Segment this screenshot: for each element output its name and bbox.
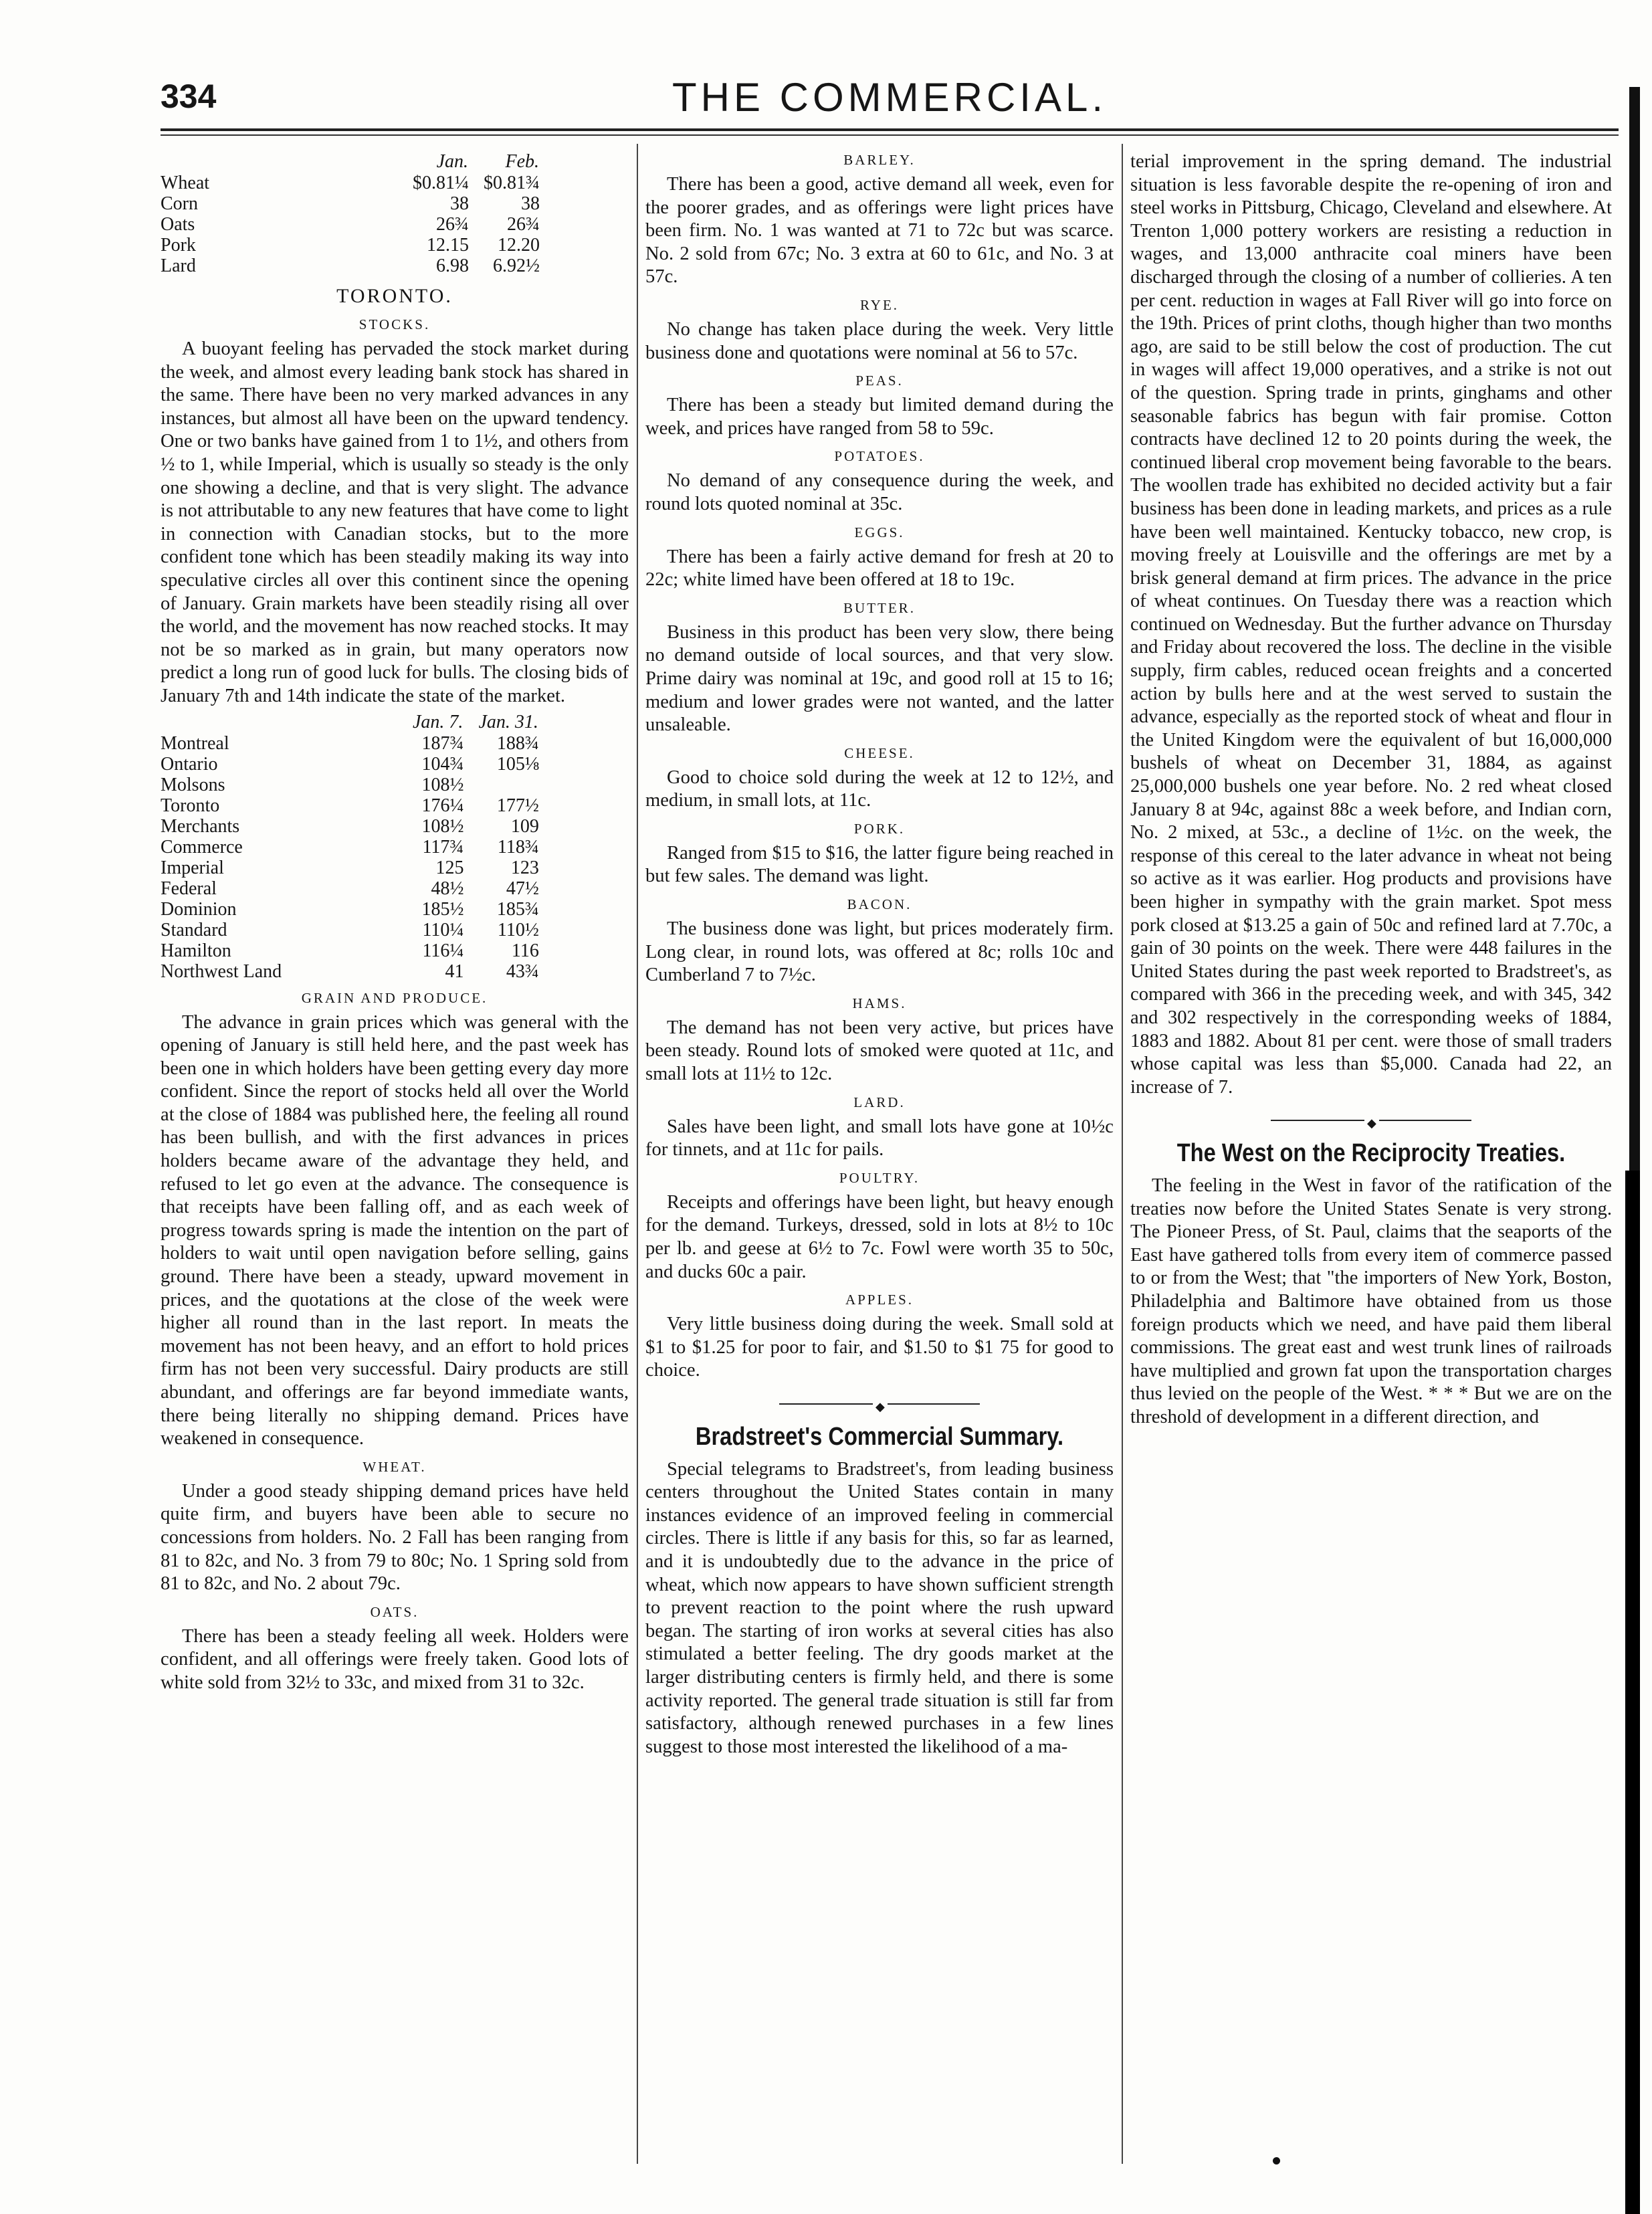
- grain-price-row: [161, 193, 540, 214]
- grain-table-header: Feb.: [505, 151, 539, 172]
- stock-row: [161, 961, 539, 982]
- market-section-paragraph: There has been a steady but limited demand during the week, and prices have ranged from 58 to 59c.: [645, 395, 1114, 439]
- market-section-heading: PEAS.: [855, 373, 904, 389]
- stocks-table-header: Jan. 31.: [478, 711, 538, 732]
- grain-price-row: [161, 214, 540, 235]
- stock-value: 43¾: [506, 961, 539, 982]
- west-reciprocity-heading: The West on the Reciprocity Treaties.: [1176, 1138, 1566, 1167]
- toronto-heading: TORONTO.: [336, 285, 453, 307]
- market-section-paragraph: The business done was light, but prices moderately firm. Long clear, in round lots, was offered at 8c; rolls 10c and Cumberland 7 to 7½c.: [645, 918, 1114, 986]
- stock-name: Dominion: [161, 898, 237, 920]
- column-divider: [637, 144, 638, 2164]
- stock-value: 47½: [506, 878, 539, 899]
- market-section-heading: LARD.: [853, 1094, 906, 1110]
- stock-value: 48½: [431, 878, 464, 899]
- stock-row: [161, 878, 539, 899]
- market-section-heading: APPLES.: [845, 1292, 914, 1308]
- stock-value: 104¾: [421, 753, 464, 775]
- stock-name: Ontario: [161, 753, 218, 775]
- bradstreet-heading: Bradstreet's Commercial Summary.: [695, 1422, 1064, 1451]
- market-section-paragraph: Ranged from $15 to $16, the latter figure being reached in but few sales. The demand was light.: [645, 842, 1114, 887]
- stock-name: Standard: [161, 919, 227, 940]
- stock-value: 123: [510, 857, 539, 878]
- stock-name: Hamilton: [161, 940, 231, 961]
- market-section-paragraph: Very little business doing during the week. Small sold at $1 to $1.25 for poor to fair, and $1.50 to $1 75 for good to choice.: [645, 1314, 1114, 1381]
- stock-value: 105⅛: [496, 753, 539, 775]
- stock-name: Toronto: [161, 795, 220, 816]
- stock-value: 108½: [421, 774, 464, 795]
- market-section-heading: HAMS.: [852, 995, 907, 1011]
- market-section-paragraph: The demand has not been very active, but prices have been steady. Round lots of smoked were quoted at 11c, and small lots at 11½ to 12c.: [645, 1017, 1114, 1085]
- stock-name: Imperial: [161, 857, 224, 878]
- market-section-paragraph: No change has taken place during the week. Very little business done and quotations were nominal at 56 to 57c.: [645, 318, 1114, 363]
- stock-name: Molsons: [161, 774, 225, 795]
- page-number: 334: [161, 78, 217, 115]
- grain-table-header: Jan.: [436, 151, 468, 172]
- market-section-paragraph: Receipts and offerings have been light, but heavy enough for the demand. Turkeys, dressed, sold in lots at 8½ to 10c per lb. and geese at 6½ to 7c. Fowl were worth 35 to 50c, and ducks 60c a pair.: [645, 1191, 1114, 1282]
- grain-price-value: 6.98: [436, 256, 469, 276]
- stock-row: [161, 816, 539, 837]
- market-section-heading: POTATOES.: [834, 448, 925, 465]
- column-3: [1130, 150, 1612, 2164]
- page-header: [161, 70, 1619, 124]
- grain-price-value: $0.81¼: [413, 173, 469, 193]
- stocks-table: [161, 711, 539, 982]
- stock-name: Federal: [161, 878, 217, 899]
- stock-row: [161, 795, 539, 816]
- stock-value: 110½: [497, 919, 539, 940]
- stock-row: [161, 858, 539, 878]
- grain-price-value: 38: [450, 193, 469, 214]
- wheat-heading: WHEAT.: [363, 1458, 427, 1475]
- grain-price-row: [161, 235, 540, 256]
- grain-price-value: 26¾: [436, 214, 469, 235]
- stock-value: 110¼: [422, 919, 464, 940]
- header-rule: [161, 128, 1619, 131]
- stock-row: [161, 920, 539, 940]
- wheat-paragraph: Under a good steady shipping demand prices have held quite firm, and buyers have been able to secure no concessions from holders. No. 2 Fall has been ranging from 81 to 82c, and No. 3 from 79 to 80c; No. 1 Spring sold from 81 to 82c, and No. 2 about 79c.: [161, 1480, 629, 1595]
- market-section-heading: POULTRY.: [839, 1169, 920, 1186]
- market-section-paragraph: Good to choice sold during the week at 12 to 12½, and medium, in small lots, at 11c.: [645, 767, 1114, 811]
- market-section-paragraph: There has been a good, active demand all week, even for the poorer grades, and as offerings were light prices have been firm. No. 1 was wanted at 71 to 72c but was scarce. No. 2 sold from 67c; No. 3 extra at 60 to 61c, and No. 3 at 57c.: [645, 174, 1114, 288]
- section-separator: [1130, 1104, 1612, 1128]
- stock-value: 176¼: [421, 795, 464, 816]
- stock-value: [463, 775, 538, 795]
- grain-price-value: $0.81¾: [484, 173, 540, 193]
- market-section-heading: BACON.: [847, 896, 912, 913]
- stock-row: [161, 899, 539, 920]
- column-divider: [1122, 144, 1123, 2164]
- stock-name: Commerce: [161, 836, 243, 858]
- stock-name: Northwest Land: [161, 961, 282, 982]
- grain-price-name: Oats: [161, 214, 195, 235]
- ink-dot: [1273, 2157, 1280, 2165]
- grain-price-value: 26¾: [507, 214, 540, 235]
- stock-row: [161, 733, 539, 754]
- grain-price-name: Wheat: [161, 173, 210, 193]
- stock-name: Merchants: [161, 815, 240, 837]
- market-section-heading: PORK.: [853, 820, 906, 837]
- market-section-paragraph: There has been a fairly active demand for fresh at 20 to 22c; white limed have been offered at 18 to 19c.: [645, 546, 1114, 591]
- section-separator: [645, 1388, 1114, 1411]
- grain-price-value: 6.92½: [493, 256, 540, 276]
- stock-row: [161, 754, 539, 775]
- grain-price-value: 12.20: [498, 235, 540, 256]
- market-section-paragraph: No demand of any consequence during the week, and round lots quoted nominal at 35c.: [645, 470, 1114, 514]
- market-section-heading: EGGS.: [854, 524, 905, 540]
- stock-value: 116: [511, 940, 539, 961]
- stock-value: 188¾: [496, 732, 539, 754]
- west-reciprocity-paragraph: The feeling in the West in favor of the ratification of the treaties now before the United States Senate is very strong. The Pioneer Press, of St. Paul, claims that the seaports of the East have gathered tolls from every item of commerce passed to or from the West; that "the importers of New York, Boston, Philadelphia and Baltimore have obtained from us those foreign products which we need, and have paid them liberal commissions. The great east and west trunk lines of railroads have multiplied and grown fat upon the transportation charges thus levied on the people of the West. * * * But we are on the threshold of development in a different direction, and: [1130, 1175, 1612, 1427]
- stocks-paragraph: A buoyant feeling has pervaded the stock market during the week, and almost every leading bank stock has shared in the same. There have been no very marked advances in any instances, but almost all have been on the upward tendency. One or two banks have gained from 1 to 1½, and others from ½ to 1, while Imperial, which is usually so steady is the only one showing a decline, and that is very slight. The advance is not attributable to any new features that have come to light in connection with Canadian stocks, but to the more confident tone which has been steadily making its way into speculative circles all over this continent since the opening of January. Grain markets have been steadily rising all over the world, and the movement has now reached stocks. It may not be so marked as in grain, but many operators now predict a long run of good luck for bulls. The closing bids of January 7th and 14th indicate the state of the market.: [161, 338, 629, 706]
- continued-paragraph: terial improvement in the spring demand. The industrial situation is less favorable despite the re-opening of iron and steel works in Pittsburg, Chicago, Cleveland and elsewhere. At Trenton 1,000 pottery workers are resisting a reduction in wages, and 13,000 anthracite coal miners have been discharged through the closing of a number of collieries. A ten per cent. reduction in wages at Fall River will go into force on the 19th. Prices of print cloths, though higher than two months ago, are said to be still below the cost of production. The cut in wages will affect 19,000 operatives, and a strike is not out of the question. Spring trade in prints, ginghams and other seasonable fabrics has begun with fair promise. Cotton contracts have declined 12 to 20 points during the week, the continued liberal crop movement being favorable to the bears. The woollen trade has exhibited no decided activity but a fair business has been done in leading markets, and prices as a rule have been well maintained. Kentucky tobacco, new crop, is moving freely at Louisville and the offerings are met by a brisk general demand at firm prices. The advance in the price of wheat continues. On Tuesday there was a reaction which continued on Wednesday. But the further advance on Thursday and Friday about recovered the loss. The decline in the visible supply, firm cables, reduced ocean freights and a concerted action by bulls here and at the west served to sustain the advance, especially as the reported stock of wheat and flour in the United Kingdom were the equivalent of but 16,000,000 bushels of wheat on December 31, 1884, as against 25,000,000 bushels one year before. No. 2 red wheat closed January 8 at 94c, against 88c a week before, and Indian corn, No. 2 mixed, at 53c., a decline of 1½c. on the week, the response of this cereal to the later advance in wheat not being so active as it was earlier. Hog products and provisions have been higher in sympathy with the grain market. Spot mess pork closed at $13.25 a gain of 50c and refined lard at 7.70c, a gain of 30 points on the week. There were 448 failures in the United States during the past week reported to Bradstreet's, as compared with 366 in the preceding week, and with 345, 342 and 302 respectively in the corresponding weeks of 1884, 1883 and 1882. About 81 per cent. were those of small traders whose capital was less than $5,000. Canada had 22, an increase of 7.: [1130, 151, 1612, 1098]
- column-2: [645, 150, 1114, 2164]
- page-edge-shadow: [1625, 1171, 1640, 2214]
- stock-value: 41: [445, 961, 464, 982]
- header-rule-thin: [161, 134, 1619, 136]
- grain-price-row: [161, 256, 540, 276]
- stock-value: 187¾: [421, 732, 464, 754]
- grain-price-name: Lard: [161, 256, 196, 276]
- grain-price-table: [161, 150, 540, 276]
- grain-produce-paragraph: The advance in grain prices which was general with the opening of January is still held here, and the past week has been one in which holders have been getting every day more confident. Since the report of stocks held all over the World at the close of 1884 was published here, the feeling all round has been bullish, and with the first advances in prices holders became aware of the advantage they held, and refused to let go even at the advance. The consequence is that receipts have been falling off, and as each week of progress towards spring is made the intention on the part of holders to wait until open navigation before selling, gains ground. There have been a steady, upward movement in prices, and the quotations at the close of the week were higher all round than in the last report. In meats the movement has not been heavy, and an effort to hold prices firm has not been very successful. Dairy products are still abundant, and offerings are far beyond immediate wants, there being literally no shipping demand. Prices have weakened in consequence.: [161, 1011, 629, 1449]
- grain-price-name: Corn: [161, 193, 198, 214]
- stock-value: 118¾: [497, 836, 539, 858]
- stocks-heading: STOCKS.: [358, 316, 431, 332]
- stock-value: 185¾: [496, 898, 539, 920]
- stock-value: 177½: [496, 795, 539, 816]
- grain-price-value: 38: [521, 193, 540, 214]
- stock-row: [161, 775, 539, 795]
- grain-produce-heading: GRAIN AND PRODUCE.: [301, 989, 488, 1006]
- bradstreet-paragraph: Special telegrams to Bradstreet's, from leading business centers throughout the United States contain in many instances evidence of an improved feeling in commercial circles. There is little if any basis for this, so far as learned, and it is undoubtedly due to the advance in the price of wheat, which now appears to have shown sufficient strength to prevent reaction to the point where the rush upward began. The starting of iron works at several cities has also stimulated a better feeling. The dry goods market at the larger distributing centers is firmly held, and there is some activity reported. The general trade situation is still far from satisfactory, although renewed purchases in a few lines suggest to those most interested the likelihood of a ma-: [645, 1458, 1114, 1757]
- market-section-heading: CHEESE.: [844, 744, 915, 761]
- stocks-table-header: Jan. 7.: [413, 711, 463, 732]
- oats-heading: OATS.: [370, 1603, 419, 1620]
- newspaper-title: THE COMMERCIAL.: [672, 75, 1108, 120]
- stock-value: 108½: [421, 815, 464, 837]
- stock-value: 185½: [421, 898, 464, 920]
- market-section-heading: RYE.: [859, 296, 900, 313]
- stock-name: Montreal: [161, 732, 229, 754]
- stock-row: [161, 837, 539, 858]
- stock-value: 125: [435, 857, 464, 878]
- grain-price-name: Pork: [161, 235, 196, 256]
- stock-value: 116¼: [422, 940, 464, 961]
- stock-value: 109: [510, 815, 539, 837]
- market-section-heading: BARLEY.: [843, 152, 916, 168]
- market-section-heading: BUTTER.: [843, 599, 916, 616]
- market-section-paragraph: Business in this product has been very slow, there being no demand outside of local sources, and that very slow. Prime dairy was nominal at 19c, and good roll at 15 to 16; medium and lower grades were not wanted, and the latter unsaleable.: [645, 621, 1114, 736]
- market-section-paragraph: Sales have been light, and small lots have gone at 10½c for tinnets, and at 11c for pails.: [645, 1116, 1114, 1161]
- stock-value: 117¾: [422, 836, 464, 858]
- column-1: [161, 150, 629, 2164]
- oats-paragraph: There has been a steady feeling all week. Holders were confident, and all offerings were freely taken. Good lots of white sold from 32½ to 33c, and mixed from 31 to 32c.: [161, 1625, 629, 1693]
- stock-row: [161, 940, 539, 961]
- grain-price-row: [161, 173, 540, 193]
- grain-price-value: 12.15: [427, 235, 469, 256]
